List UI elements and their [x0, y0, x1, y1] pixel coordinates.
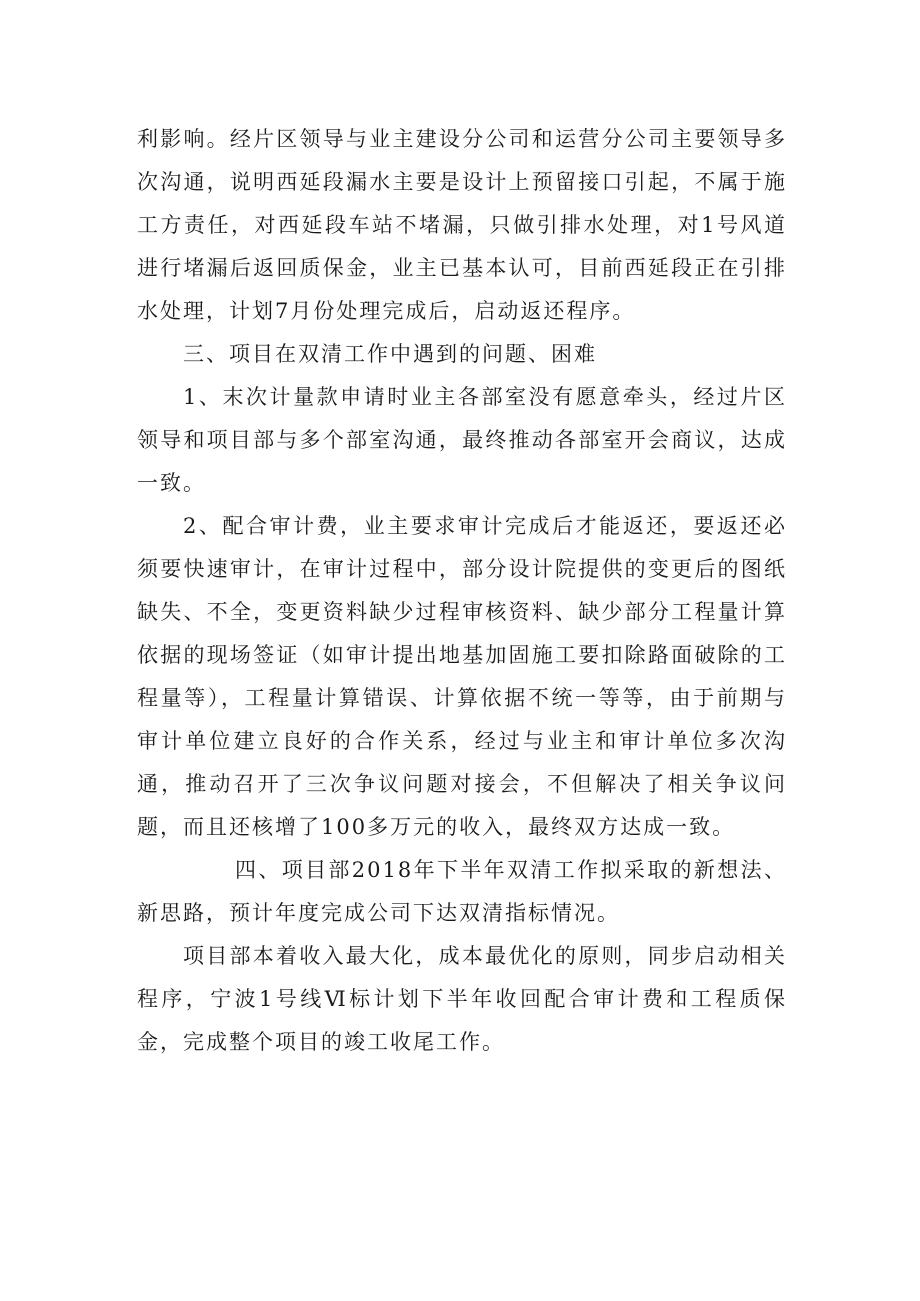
section-heading-three: 三、项目在双清工作中遇到的问题、困难: [183, 342, 597, 366]
section-heading-four: 四、项目部2018年下半年双清工作拟采取的新想法、新思路，预计年度完成公司下达双清指标情况。: [137, 858, 787, 925]
paragraph-continuation: 利影响。经片区领导与业主建设分公司和运营分公司主要领导多次沟通，说明西延段漏水主要是设计上预留接口引起，不属于施工方责任，对西延段车站不堵漏，只做引排水处理，对1号风道进行堵漏后返回质保金，业主已基本认可，目前西延段正在引排水处理，计划7月份处理完成后，启动返还程序。: [137, 127, 787, 323]
document-body: [137, 118, 787, 1064]
paragraph-plan: 项目部本着收入最大化，成本最优化的原则，同步启动相关程序，宁波1号线Ⅵ标计划下半年收回配合审计费和工程质保金，完成整个项目的竣工收尾工作。: [137, 944, 787, 1054]
paragraph-item-one: 1、末次计量款申请时业主各部室没有愿意牵头，经过片区领导和项目部与多个部室沟通，最终推动各部室开会商议，达成一致。: [137, 385, 787, 495]
paragraph-item-two: 2、配合审计费，业主要求审计完成后才能返还，要返还必须要快速审计，在审计过程中，部分设计院提供的变更后的图纸缺失、不全，变更资料缺少过程审核资料、缺少部分工程量计算依据的现场签证（如审计提出地基加固施工要扣除路面破除的工程量等），工程量计算错误、计算依据不统一等等，由于前期与审计单位建立良好的合作关系，经过与业主和审计单位多次沟通，推动召开了三次争议问题对接会，不但解决了相关争议问题，而且还核增了100多万元的收入，最终双方达成一致。: [137, 514, 787, 839]
